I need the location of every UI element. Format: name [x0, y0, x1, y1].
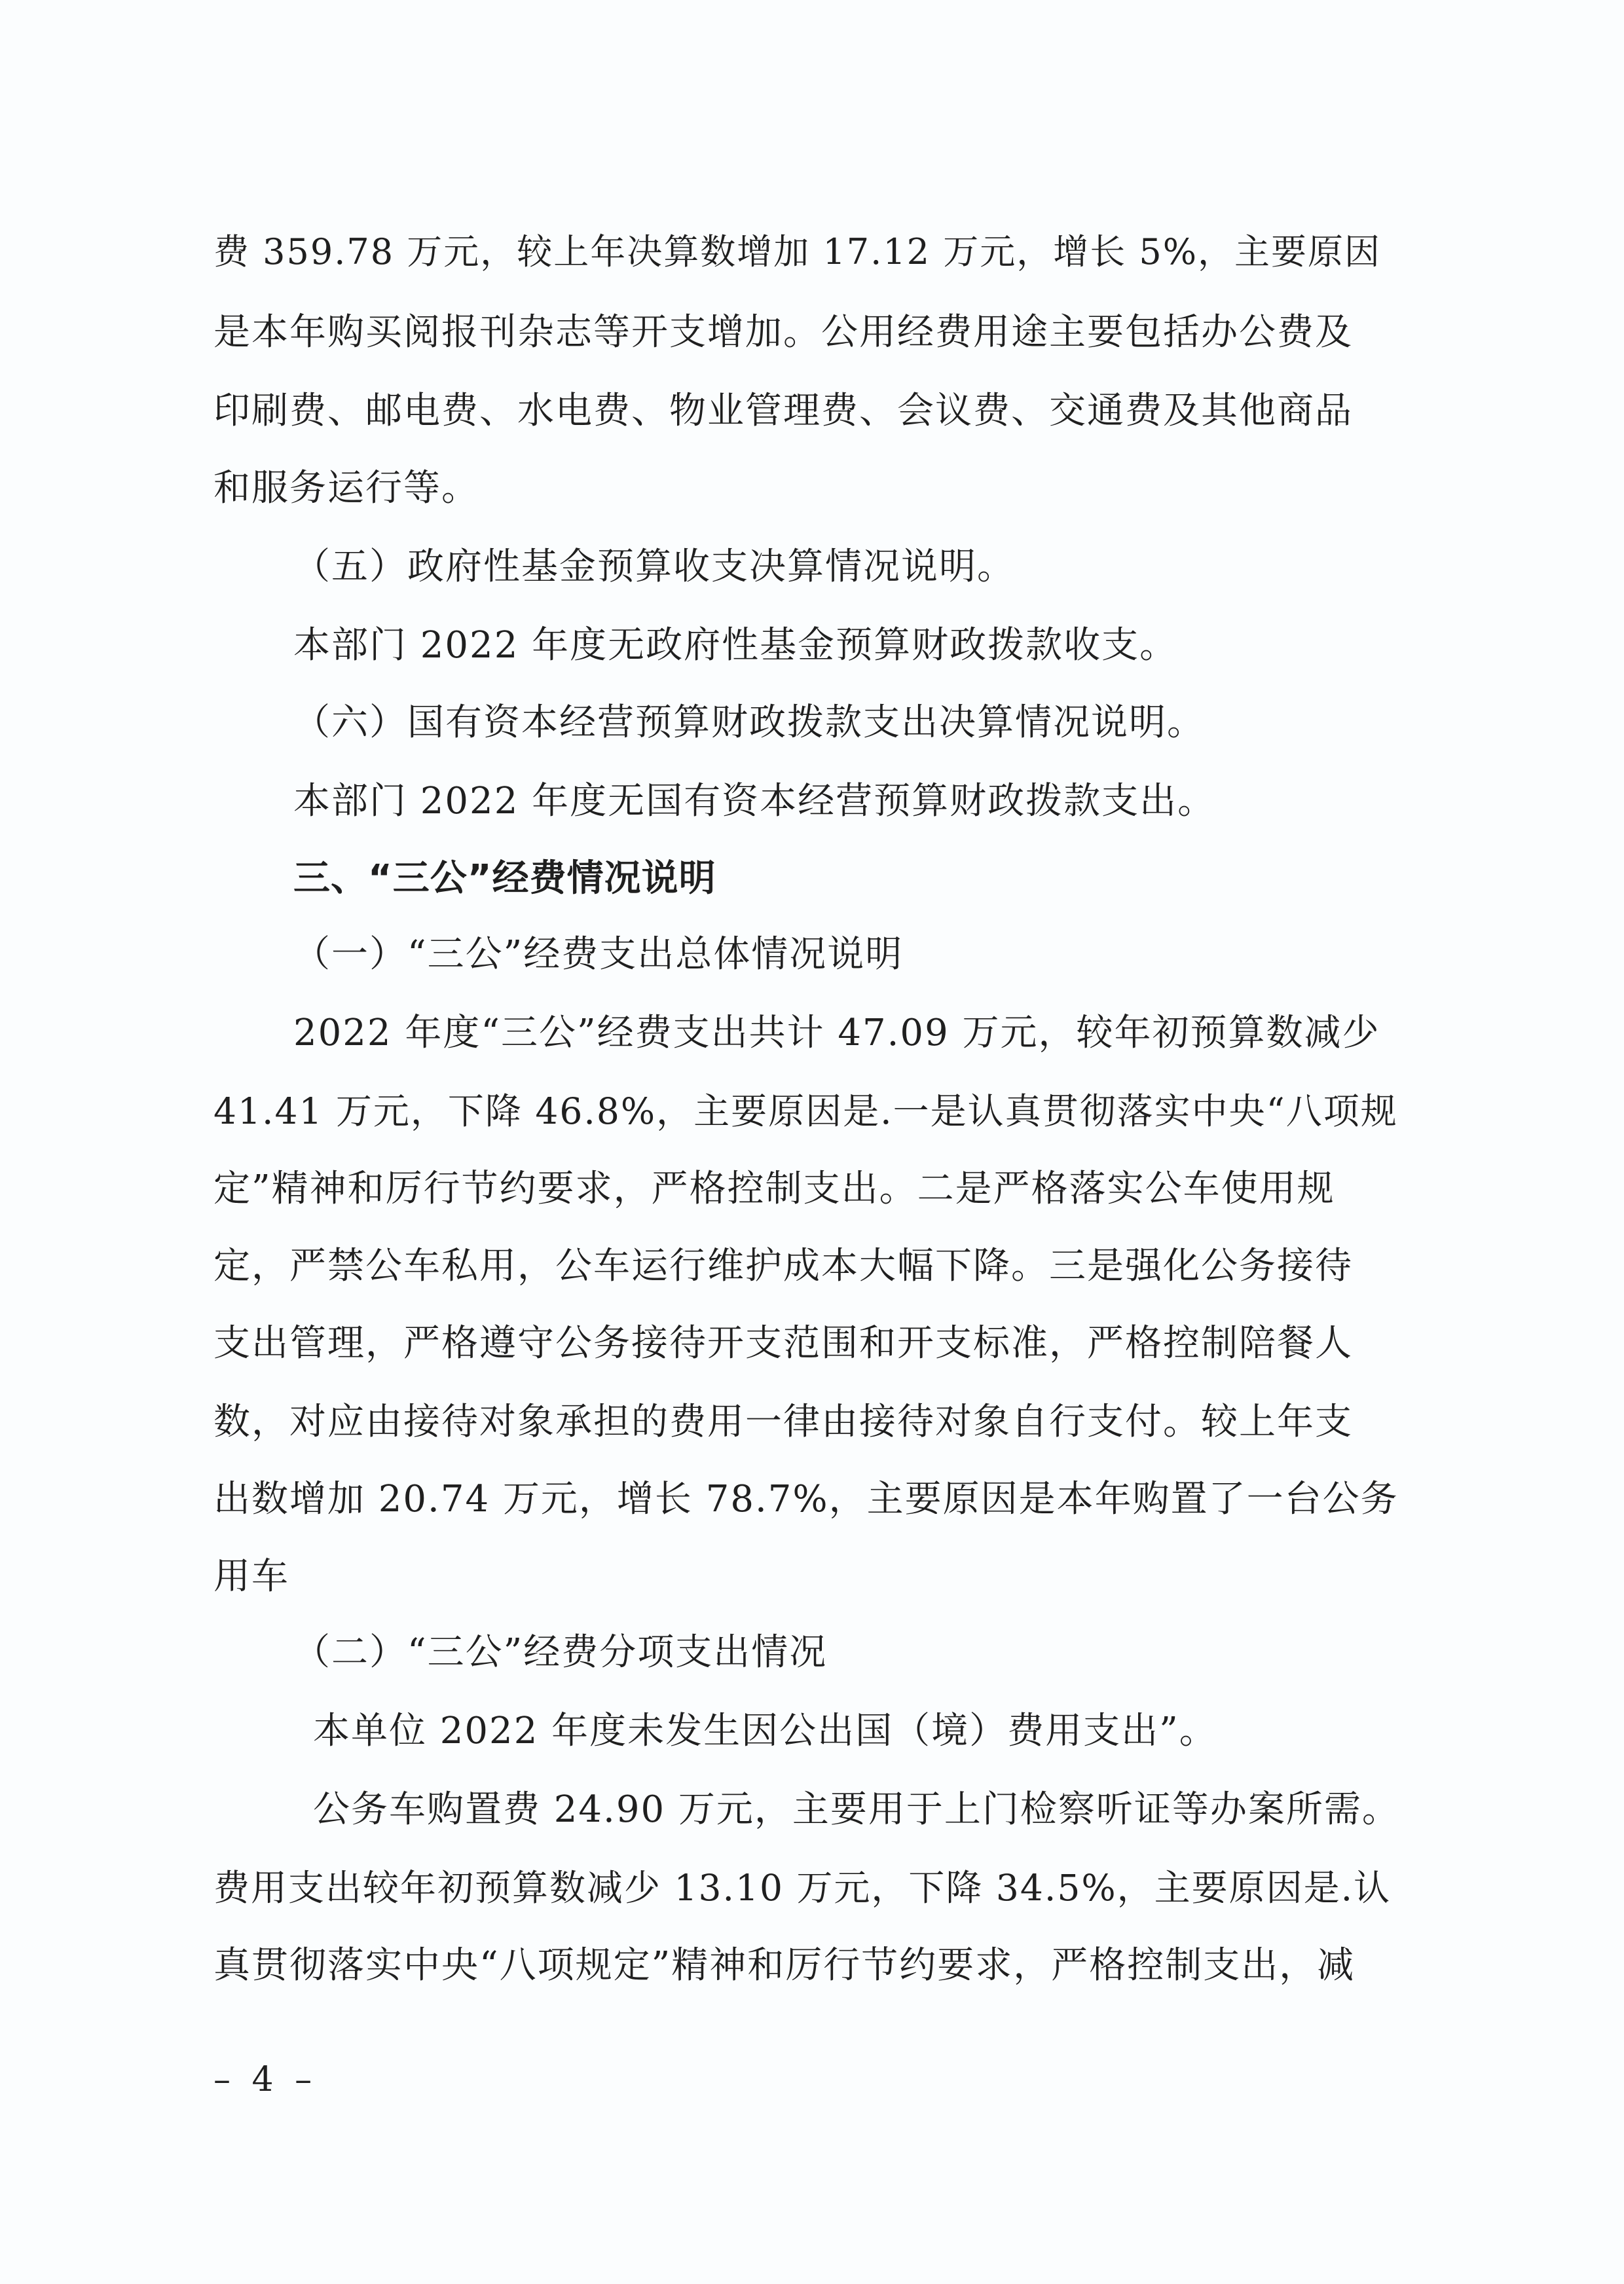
- section-heading-6: （六）国有资本经营预算财政拨款支出决算情况说明。: [293, 701, 1205, 744]
- paragraph-line: 用车: [213, 1555, 289, 1598]
- subsection-heading-1: （一）“三公”经费支出总体情况说明: [293, 933, 904, 976]
- paragraph-line: 是本年购买阅报刊杂志等开支增加。公用经费用途主要包括办公费及: [213, 311, 1353, 354]
- paragraph-line: 和服务运行等。: [213, 467, 479, 509]
- paragraph-line: 费用支出较年初预算数减少 13.10 万元，下降 34.5%，主要原因是.认: [213, 1867, 1392, 1909]
- paragraph-line: 出数增加 20.74 万元，增长 78.7%，主要原因是本年购置了一台公务: [213, 1478, 1399, 1520]
- main-section-heading-3: 三、“三公”经费情况说明: [293, 857, 716, 900]
- section-heading-5: （五）政府性基金预算收支决算情况说明。: [293, 545, 1015, 588]
- paragraph-line: 费 359.78 万元，较上年决算数增加 17.12 万元，增长 5%，主要原因: [213, 231, 1382, 272]
- paragraph-line: 定，严禁公车私用，公车运行维护成本大幅下降。三是强化公务接待: [213, 1245, 1353, 1287]
- page-number: – 4 –: [213, 2060, 318, 2099]
- paragraph-line: 41.41 万元，下降 46.8%，主要原因是.一是认真贯彻落实中央“八项规: [213, 1090, 1398, 1132]
- paragraph-line: 印刷费、邮电费、水电费、物业管理费、会议费、交通费及其他商品: [213, 390, 1353, 432]
- paragraph-line: 公务车购置费 24.90 万元，主要用于上门检察听证等办案所需。: [313, 1788, 1400, 1831]
- paragraph-line: 本单位 2022 年度未发生因公出国（境）费用支出”。: [313, 1710, 1217, 1752]
- paragraph-line: 数，对应由接待对象承担的费用一律由接待对象自行支付。较上年支: [213, 1401, 1353, 1443]
- paragraph-line: 本部门 2022 年度无政府性基金预算财政拨款收支。: [293, 624, 1178, 667]
- paragraph-line: 定”精神和厉行节约要求，严格控制支出。二是严格落实公车使用规: [213, 1168, 1335, 1210]
- paragraph-line: 本部门 2022 年度无国有资本经营预算财政拨款支出。: [293, 780, 1216, 822]
- paragraph-line: 真贯彻落实中央“八项规定”精神和厉行节约要求，严格控制支出，减: [213, 1944, 1356, 1987]
- subsection-heading-2: （二）“三公”经费分项支出情况: [293, 1631, 828, 1674]
- paragraph-line: 2022 年度“三公”经费支出共计 47.09 万元，较年初预算数减少: [293, 1012, 1380, 1054]
- paragraph-line: 支出管理，严格遵守公务接待开支范围和开支标准，严格控制陪餐人: [213, 1322, 1353, 1365]
